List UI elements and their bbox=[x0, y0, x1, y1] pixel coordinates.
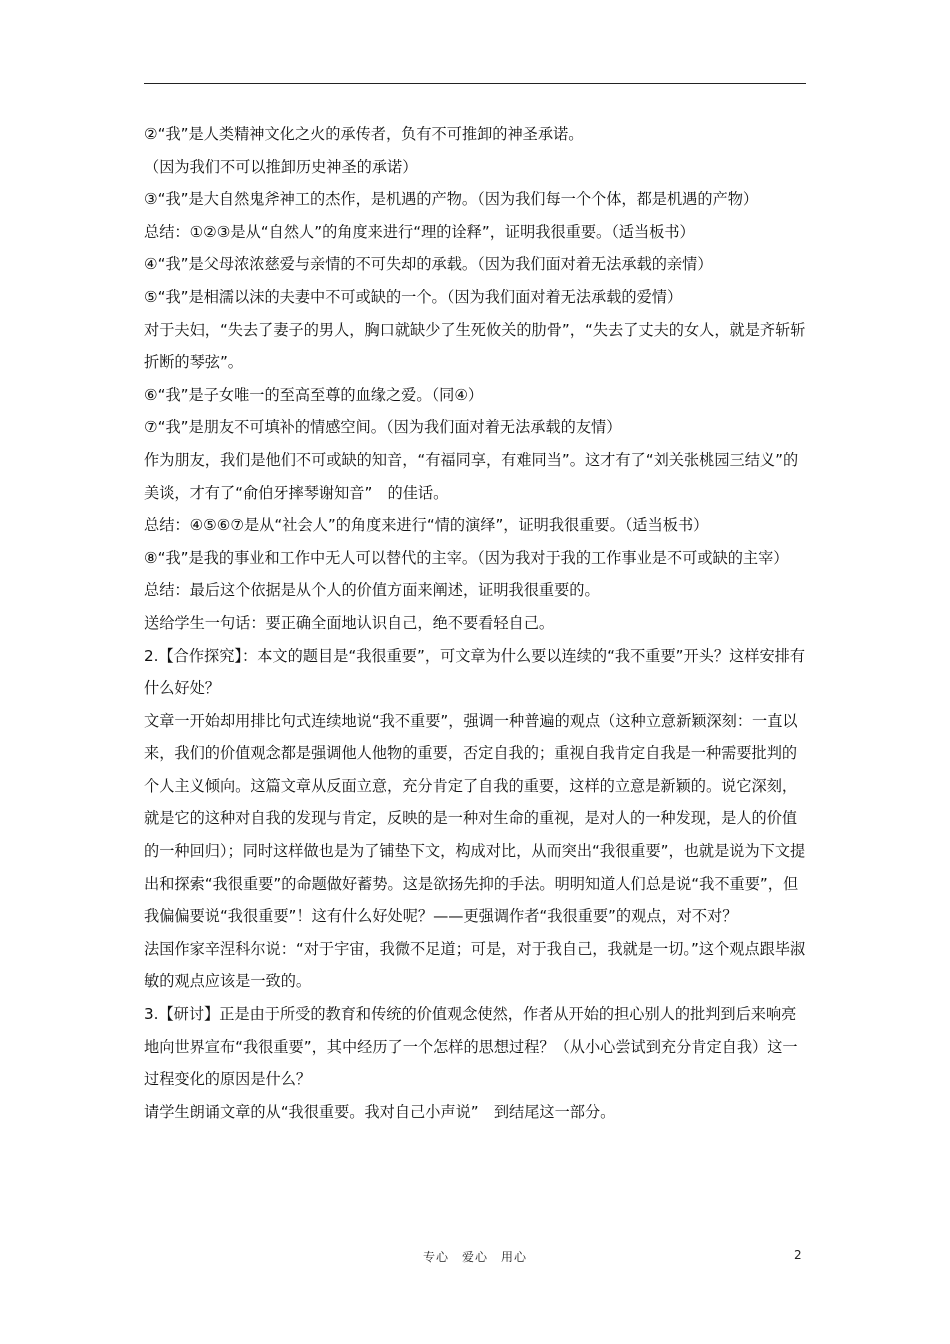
paragraph: ②“我”是人类精神文化之火的承传者，负有不可推卸的神圣承诺。 bbox=[144, 125, 584, 143]
document-body bbox=[144, 118, 809, 1128]
paragraph: 3.【研讨】正是由于所受的教育和传统的价值观念使然，作者从开始的担心别人的批判到后来响亮地向世界宣布“我很重要”，其中经历了一个怎样的思想过程？（从小心尝试到充分肯定自我）这一过程变化的原因是什么？ bbox=[144, 1005, 798, 1089]
paragraph: 总结：④⑤⑥⑦是从“社会人”的角度来进行“情的演绎”，证明我很重要。（适当板书） bbox=[144, 516, 709, 535]
paragraph: 总结：①②③是从“自然人”的角度来进行“理的诠释”，证明我很重要。（适当板书） bbox=[144, 222, 695, 241]
paragraph: 送给学生一句话：要正确全面地认识自己，绝不要看轻自己。 bbox=[144, 613, 555, 632]
paragraph: ⑥“我”是子女唯一的至高至尊的血缘之爱。（同④） bbox=[144, 385, 484, 404]
paragraph: 总结：最后这个依据是从个人的价值方面来阐述，证明我很重要的。 bbox=[144, 581, 600, 600]
page-number: 2 bbox=[794, 1248, 802, 1262]
paragraph: 对于夫妇，“失去了妻子的男人，胸口就缺少了生死攸关的肋骨”，“失去了丈夫的女人，就是齐斩斩折断的琴弦”。 bbox=[144, 320, 806, 372]
paragraph: 法国作家辛涅科尔说：“对于宇宙，我微不足道；可是，对于我自己，我就是一切。”这个观点跟毕淑敏的观点应该是一致的。 bbox=[144, 939, 806, 991]
paragraph: 文章一开始却用排比句式连续地说“我不重要”，强调一种普遍的观点（这种立意新颖深刻：一直以来，我们的价值观念都是强调他人他物的重要，否定自我的；重视自我肯定自我是一种需要批判的个人主义倾向。这篇文章从反面立意，充分肯定了自我的重要，这样的立意是新颖的。说它深刻，就是它的这种对自我的发现与肯定，反映的是一种对生命的重视，是对人的一种发现，是人的价值的一种回归）；同时这样做也是为了铺垫下文，构成对比，从而突出“我很重要”，也就是说为下文提出和探索“我很重要”的命题做好蓄势。这是欲扬先抑的手法。明明知道人们总是说“我不重要”，但我偏偏要说“我很重要”！这有什么好处呢？——更强调作者“我很重要”的观点，对不对？ bbox=[144, 711, 806, 926]
paragraph: 2.【合作探究】：本文的题目是“我很重要”，可文章为什么要以连续的“我不重要”开头？这样安排有什么好处？ bbox=[144, 646, 806, 698]
paragraph: （因为我们不可以推卸历史神圣的承诺） bbox=[144, 157, 418, 176]
paragraph: ③“我”是大自然鬼斧神工的杰作，是机遇的产物。（因为我们每一个个体，都是机遇的产物） bbox=[144, 190, 759, 209]
paragraph: 作为朋友，我们是他们不可或缺的知音，“有福同享，有难同当”。这才有了“刘关张桃园三结义”的美谈，才有了“俞伯牙摔琴谢知音” 的佳话。 bbox=[144, 450, 799, 502]
paragraph: ⑤“我”是相濡以沫的夫妻中不可或缺的一个。（因为我们面对着无法承载的爱情） bbox=[144, 287, 683, 306]
paragraph: ⑦“我”是朋友不可填补的情感空间。（因为我们面对着无法承载的友情） bbox=[144, 418, 622, 437]
paragraph: 请学生朗诵文章的从“我很重要。我对自己小声说” 到结尾这一部分。 bbox=[144, 1102, 616, 1121]
paragraph: ④“我”是父母浓浓慈爱与亲情的不可失却的承载。（因为我们面对着无法承载的亲情） bbox=[144, 255, 713, 274]
header-rule bbox=[144, 83, 806, 84]
paragraph: ⑧“我”是我的事业和工作中无人可以替代的主宰。（因为我对于我的工作事业是不可或缺的主宰） bbox=[144, 548, 789, 567]
footer-motto: 专心 爱心 用心 bbox=[422, 1250, 527, 1264]
